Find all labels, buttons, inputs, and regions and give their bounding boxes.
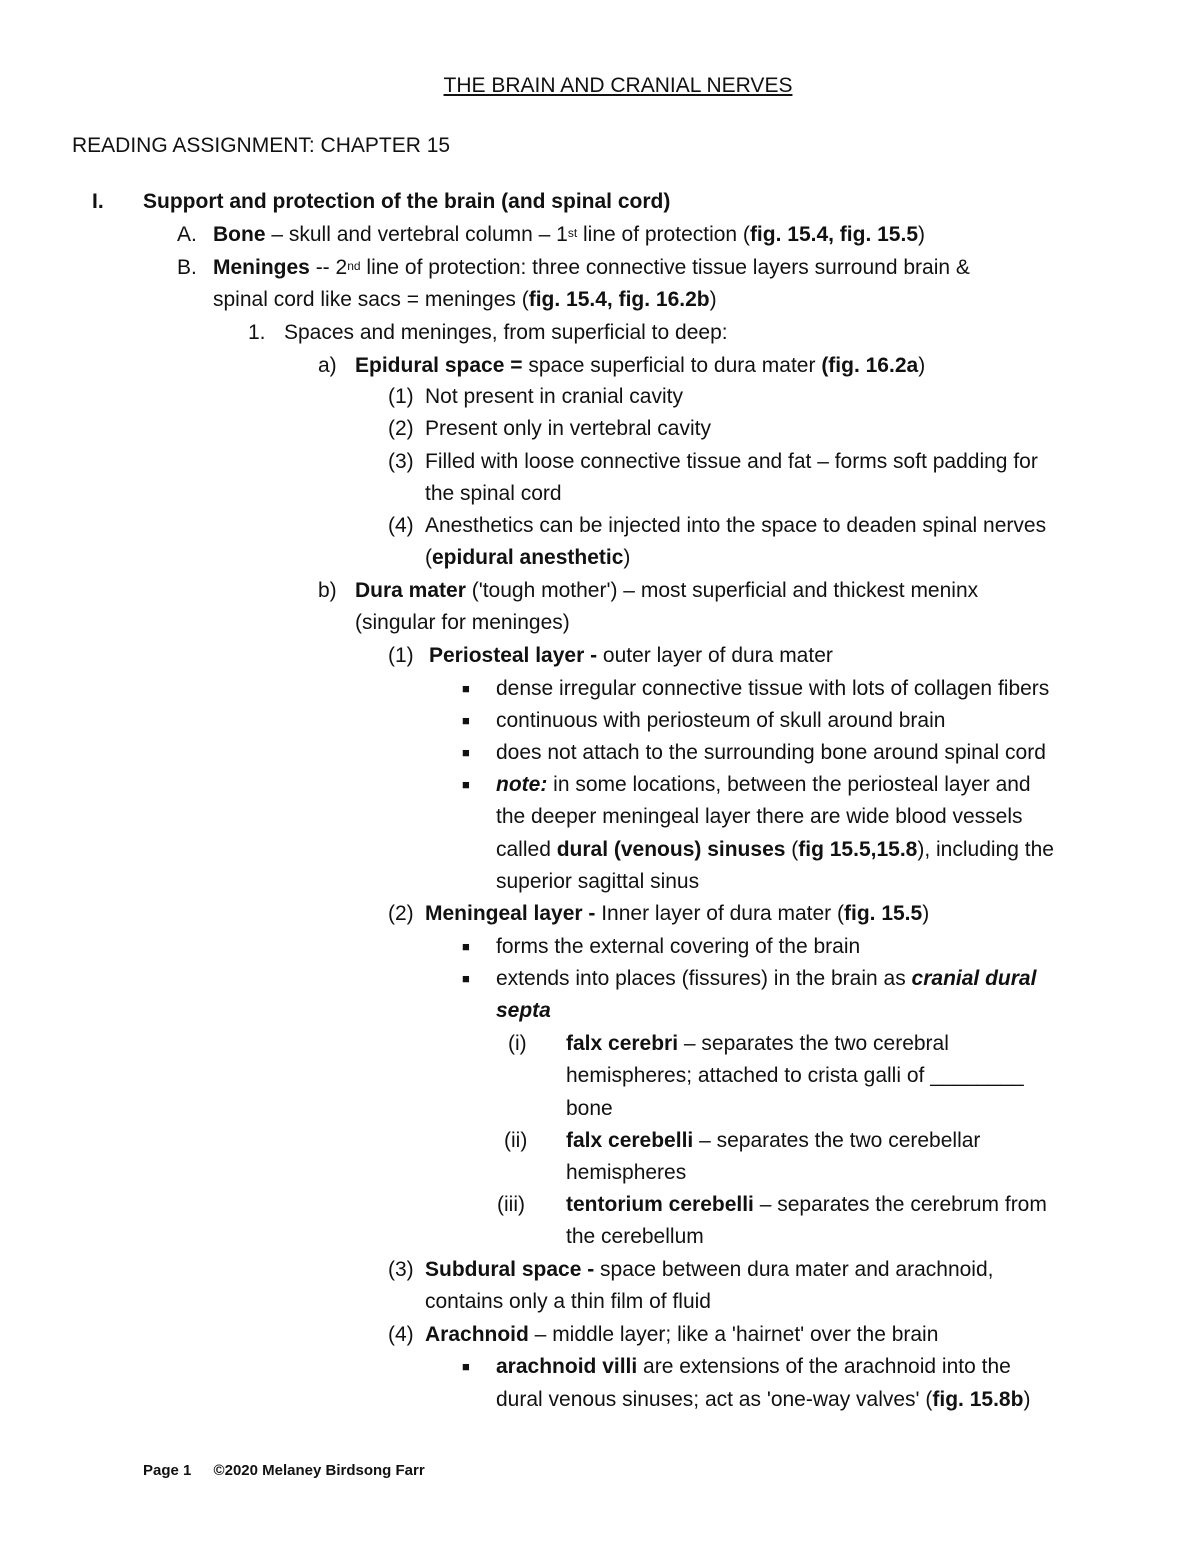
epidural-point-2: Present only in vertebral cavity bbox=[425, 417, 711, 440]
figure-ref: fig. 15.5 bbox=[844, 902, 923, 925]
item-dura-mater-cont: (singular for meninges) bbox=[355, 611, 570, 634]
text: dural venous sinuses; act as 'one-way valves' ( bbox=[496, 1388, 933, 1411]
term-arachnoid: Arachnoid bbox=[425, 1323, 529, 1346]
text: space superficial to dura mater bbox=[522, 354, 822, 377]
term-epidural: Epidural space = bbox=[355, 354, 523, 377]
text: outer layer of dura mater bbox=[597, 644, 833, 667]
periosteal-bullet-1: dense irregular connective tissue with lots of collagen fibers bbox=[496, 677, 1050, 700]
text: ( bbox=[425, 546, 432, 569]
roman-marker: (i) bbox=[508, 1032, 527, 1055]
item-marker-a: A. bbox=[177, 223, 197, 246]
item-meningeal bbox=[425, 898, 929, 930]
term-epidural-anesthetic: epidural anesthetic bbox=[432, 546, 624, 569]
term-falx-cerebri: falx cerebri bbox=[566, 1032, 679, 1055]
text: ) bbox=[922, 902, 930, 925]
term-bone: Bone bbox=[213, 223, 266, 246]
item-meninges bbox=[213, 252, 970, 284]
section-marker: I. bbox=[92, 190, 104, 213]
section-heading: Support and protection of the brain (and spinal cord) bbox=[143, 190, 671, 213]
bullet-icon: ■ bbox=[462, 777, 470, 792]
term-dural-sinuses: dural (venous) sinuses bbox=[556, 838, 786, 861]
figure-ref: fig 15.5,15.8 bbox=[798, 838, 918, 861]
septa-falx-cerebri-cont: hemispheres; attached to crista galli of ________ bbox=[566, 1064, 1024, 1087]
spaces-heading: Spaces and meninges, from superficial to deep: bbox=[284, 321, 728, 344]
text: ) bbox=[918, 354, 926, 377]
septa-tentorium-cont: the cerebellum bbox=[566, 1225, 704, 1248]
reading-assignment: READING ASSIGNMENT: CHAPTER 15 bbox=[72, 134, 451, 157]
epidural-point-4-cont bbox=[425, 542, 630, 574]
superscript: nd bbox=[347, 259, 361, 273]
term-tentorium-cerebelli: tentorium cerebelli bbox=[566, 1193, 754, 1216]
superscript: st bbox=[567, 226, 578, 240]
arachnoid-bullet-1 bbox=[496, 1351, 1011, 1383]
figure-ref: fig. 15.4, fig. 15.5 bbox=[749, 223, 918, 246]
num-marker: (3) bbox=[388, 1258, 414, 1281]
bullet-icon: ■ bbox=[462, 939, 470, 954]
epidural-point-4: Anesthetics can be injected into the space to deaden spinal nerves bbox=[425, 514, 1047, 537]
text: – skull and vertebral column – 1 bbox=[265, 223, 568, 246]
periosteal-bullet-3: does not attach to the surrounding bone around spinal cord bbox=[496, 741, 1046, 764]
periosteal-bullet-4-cont2 bbox=[496, 834, 1054, 866]
item-bone bbox=[213, 219, 925, 251]
bullet-icon: ■ bbox=[462, 713, 470, 728]
note-label: note: bbox=[496, 773, 548, 796]
septa-falx-cerebri-cont2: bone bbox=[566, 1097, 613, 1120]
septa-falx-cerebri bbox=[566, 1028, 949, 1060]
text: ) bbox=[709, 288, 717, 311]
num-marker: (1) bbox=[388, 644, 414, 667]
meningeal-bullet-1: forms the external covering of the brain bbox=[496, 935, 861, 958]
text: – middle layer; like a 'hairnet' over the brain bbox=[528, 1323, 939, 1346]
text: ('tough mother') – most superficial and thickest meninx bbox=[465, 579, 979, 602]
periosteal-bullet-4-cont: the deeper meningeal layer there are wide blood vessels bbox=[496, 805, 1023, 828]
meningeal-bullet-2 bbox=[496, 963, 1036, 995]
item-marker-1: 1. bbox=[248, 321, 266, 344]
bullet-icon: ■ bbox=[462, 971, 470, 986]
text: ) bbox=[1023, 1388, 1031, 1411]
periosteal-bullet-4-cont3: superior sagittal sinus bbox=[496, 870, 700, 893]
text: space between dura mater and arachnoid, bbox=[594, 1258, 994, 1281]
document-title: THE BRAIN AND CRANIAL NERVES bbox=[443, 74, 793, 97]
figure-ref: fig. 15.4, fig. 16.2b bbox=[528, 288, 710, 311]
item-marker-b-lower: b) bbox=[318, 579, 337, 602]
roman-marker: (iii) bbox=[497, 1193, 525, 1216]
periosteal-bullet-2: continuous with periosteum of skull around brain bbox=[496, 709, 946, 732]
num-marker: (2) bbox=[388, 902, 414, 925]
page-number: Page 1 bbox=[143, 1462, 192, 1479]
item-marker-b: B. bbox=[177, 256, 197, 279]
text: spinal cord like sacs = meninges ( bbox=[213, 288, 529, 311]
item-periosteal bbox=[429, 640, 833, 672]
term-dura-mater: Dura mater bbox=[355, 579, 466, 602]
text: Inner layer of dura mater ( bbox=[595, 902, 844, 925]
bullet-icon: ■ bbox=[462, 745, 470, 760]
copyright: ©2020 Melaney Birdsong Farr bbox=[213, 1462, 425, 1479]
text: extends into places (fissures) in the brain as bbox=[496, 967, 912, 990]
item-meninges-cont bbox=[213, 284, 717, 316]
term-meningeal: Meningeal layer - bbox=[425, 902, 596, 925]
num-marker: (2) bbox=[388, 417, 414, 440]
item-arachnoid bbox=[425, 1319, 938, 1351]
term-periosteal: Periosteal layer - bbox=[429, 644, 598, 667]
text: -- 2 bbox=[309, 256, 348, 279]
epidural-point-3: Filled with loose connective tissue and fat – forms soft padding for bbox=[425, 450, 1038, 473]
term-septa: septa bbox=[496, 999, 551, 1022]
figure-ref: (fig. 16.2a bbox=[821, 354, 919, 377]
bullet-icon: ■ bbox=[462, 681, 470, 696]
term-cranial-dural-septa: cranial dural bbox=[911, 967, 1037, 990]
text: line of protection: three connective tissue layers surround brain & bbox=[360, 256, 970, 279]
item-marker-a-lower: a) bbox=[318, 354, 337, 377]
roman-marker: (ii) bbox=[504, 1129, 528, 1152]
item-epidural bbox=[355, 350, 925, 382]
text: – separates the two cerebral bbox=[678, 1032, 949, 1055]
item-subdural bbox=[425, 1254, 993, 1286]
septa-falx-cerebelli-cont: hemispheres bbox=[566, 1161, 687, 1184]
text: line of protection ( bbox=[577, 223, 750, 246]
periosteal-bullet-4 bbox=[496, 769, 1031, 801]
text: ), including the bbox=[917, 838, 1054, 861]
text: – separates the two cerebellar bbox=[693, 1129, 981, 1152]
epidural-point-1: Not present in cranial cavity bbox=[425, 385, 683, 408]
term-meninges: Meninges bbox=[213, 256, 310, 279]
item-dura-mater bbox=[355, 575, 978, 607]
meningeal-bullet-2-cont bbox=[496, 995, 551, 1027]
item-subdural-cont: contains only a thin film of fluid bbox=[425, 1290, 711, 1313]
arachnoid-bullet-1-cont bbox=[496, 1384, 1030, 1416]
bullet-icon: ■ bbox=[462, 1359, 470, 1374]
figure-ref: fig. 15.8b bbox=[932, 1388, 1024, 1411]
text: called bbox=[496, 838, 557, 861]
text: ) bbox=[918, 223, 925, 246]
term-arachnoid-villi: arachnoid villi bbox=[496, 1355, 638, 1378]
page-footer bbox=[143, 1462, 425, 1479]
term-falx-cerebelli: falx cerebelli bbox=[566, 1129, 694, 1152]
septa-falx-cerebelli bbox=[566, 1125, 980, 1157]
num-marker: (3) bbox=[388, 450, 414, 473]
septa-tentorium bbox=[566, 1189, 1047, 1221]
text: ( bbox=[785, 838, 799, 861]
text: ) bbox=[623, 546, 631, 569]
term-subdural: Subdural space - bbox=[425, 1258, 595, 1281]
num-marker: (4) bbox=[388, 1323, 414, 1346]
text: – separates the cerebrum from bbox=[753, 1193, 1047, 1216]
num-marker: (4) bbox=[388, 514, 414, 537]
text: in some locations, between the periosteal layer and bbox=[547, 773, 1031, 796]
text: are extensions of the arachnoid into the bbox=[637, 1355, 1011, 1378]
num-marker: (1) bbox=[388, 385, 414, 408]
epidural-point-3-cont: the spinal cord bbox=[425, 482, 562, 505]
